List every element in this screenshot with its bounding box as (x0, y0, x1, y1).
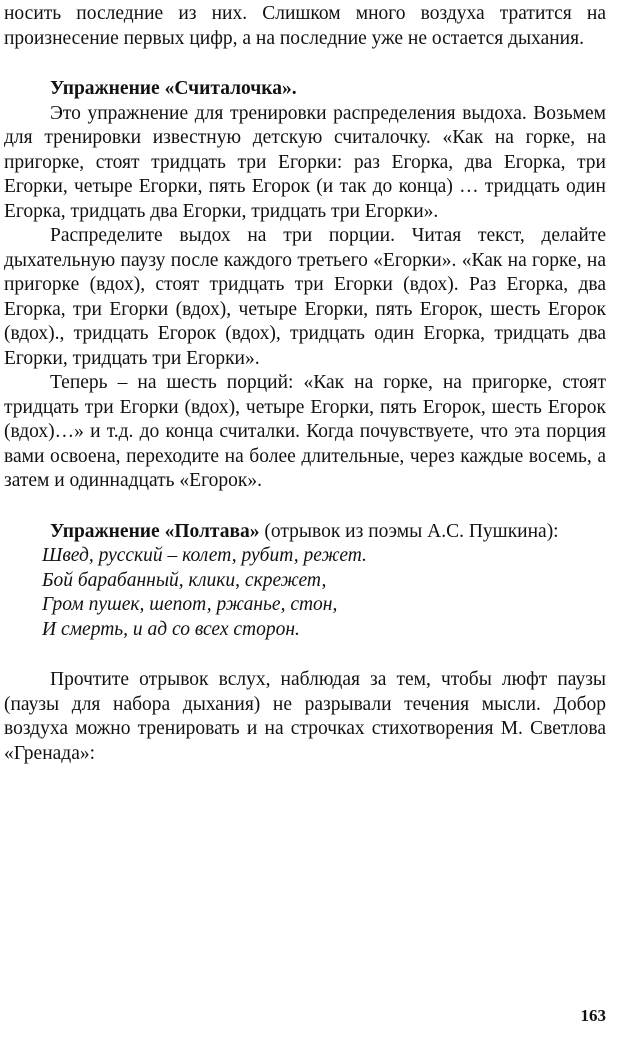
spacer (4, 494, 606, 520)
poem-line: И смерть, и ад со всех сторон. (42, 618, 300, 640)
exercise-heading-rest: (отрывок из поэмы А.С. Пушкина): (259, 520, 559, 542)
body-paragraph: Распределите выдох на три порции. Читая текст, делайте дыхательную паузу после каждого третьего «Егорки». «Как на горке, на пригорке (вдох), стоят тридцать три Егорки (вдох). Раз Егорка, два Егорка, три Егорки (вдох), четыре Егорки, пять Егорок, шесть Егорок (вдох)., тридцать Егорок (вдох), тридцать один Егорка, тридцать два Егорки, тридцать три Егорки». (4, 225, 606, 369)
poem-excerpt (42, 544, 606, 642)
body-paragraph: Теперь – на шесть порций: «Как на горке, на пригорке, стоят тридцать три Егорки (вдох), четыре Егорки, пять Егорок, шесть Егорок (вдох)…» и т.д. до конца считалки. Когда почувствуете, что эта порция вами освоена, переходите на более длительные, через каждые восемь, а затем и одиннадцать «Егорок». (4, 372, 606, 491)
exercise-heading-bold: Упражнение «Полтава» (50, 520, 260, 542)
page-number: 163 (580, 1006, 606, 1025)
poem-line: Бой барабанный, клики, скрежет, (42, 569, 327, 591)
poem-line: Швед, русский – колет, рубит, режет. (42, 545, 367, 566)
exercise-heading-poltava (4, 520, 606, 545)
exercise-heading-schitalochka: Упражнение «Считалочка». (50, 78, 297, 99)
intro-paragraph: носить последние из них. Слишком много воздуха тратится на произнесение первых цифр, а на последние уже не остается дыхания. (4, 3, 606, 49)
body-paragraph: Прочтите отрывок вслух, наблюдая за тем, чтобы люфт паузы (паузы для набора дыхания) не разрывали течения мысли. Добор воздуха можно тренировать и на строчках стихотворения М. Светлова «Гренада»: (4, 669, 606, 764)
spacer (4, 642, 606, 668)
spacer (4, 51, 606, 77)
poem-line: Гром пушек, шепот, ржанье, стон, (42, 594, 338, 615)
body-paragraph: Это упражнение для тренировки распределения выдоха. Возьмем для тренировки известную детскую считалочку. «Как на горке, на пригорке, стоят тридцать три Егорки: раз Егорка, два Егорка, три Егорки, четыре Егорки, пять Егорок (и так до конца) … тридцать один Егорка, тридцать два Егорки, тридцать три Егорки». (4, 102, 606, 222)
